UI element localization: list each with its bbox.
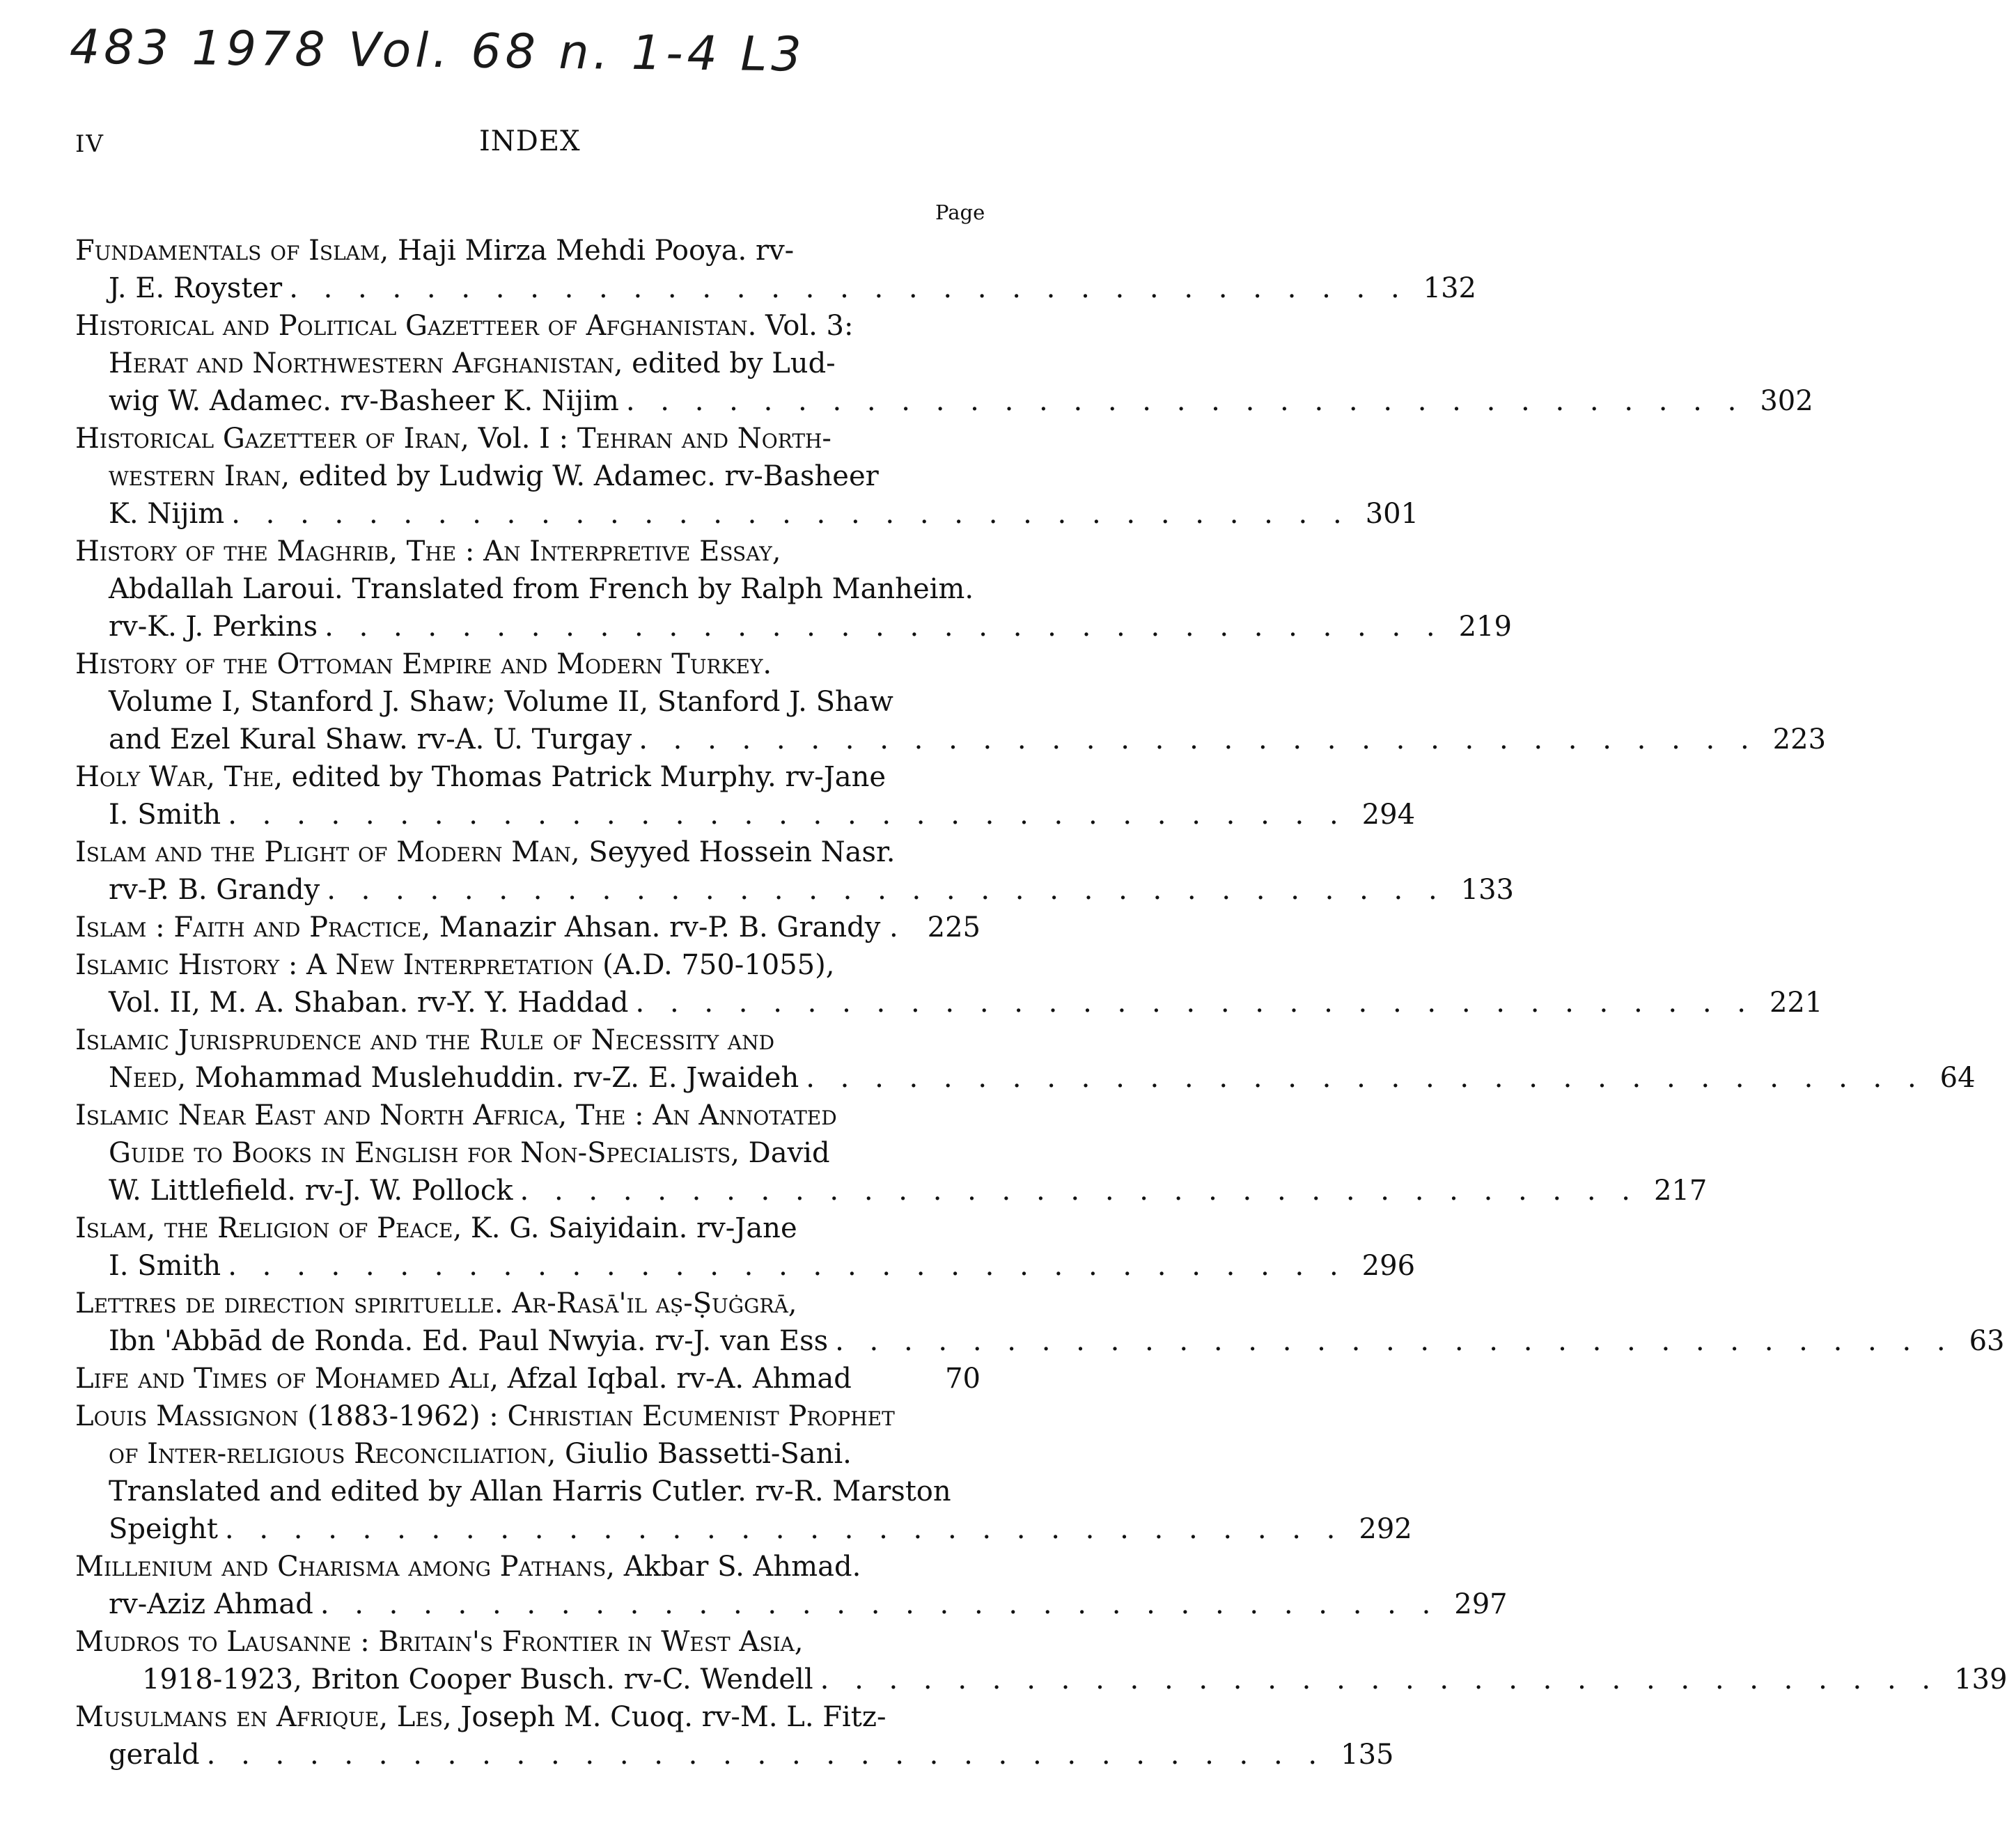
page-number: IV [75,130,104,158]
entry-text: Life and Times of Mohamed Ali, Afzal Iqbal. rv-A. Ahmad [75,1363,852,1395]
page-reference: 297 [1454,1588,1508,1620]
entry-text: Ibn 'Abbād de Ronda. Ed. Paul Nwyia. rv-J. van Ess [109,1325,829,1357]
entry-line: Historical Gazetteer of Iran, Vol. I : Tehran and North- [75,423,831,455]
entry-text: Vol. II, M. A. Shaban. rv-Y. Y. Haddad [109,987,629,1019]
entry-text: I. Smith [109,1250,221,1282]
entry-line: Abdallah Laroui. Translated from French by Ralph Manheim. [109,573,974,605]
index-entry [75,1548,1508,1623]
entry-line: Islam, the Religion of Peace, K. G. Saiyidain. rv-Jane [75,1212,797,1244]
entry-line: Musulmans en Afrique, Les, Joseph M. Cuoq. rv-M. L. Fitz- [75,1701,887,1733]
entry-title: Islamic Jurisprudence and the Rule of Necessity and [75,1024,775,1056]
entry-line: Islamic History : A New Interpretation (A.D. 750-1055), [75,949,835,981]
entry-title: Islam : Faith and Practice, [75,911,431,943]
page-reference: 63 [1969,1325,2005,1357]
page-reference: 221 [1769,987,1823,1019]
entry-line [75,1097,981,1134]
page-reference: 132 [1423,272,1477,304]
entry-line [75,645,981,683]
entry-final-line [75,871,1515,909]
entry-final-line [75,1661,2007,1698]
entry-line [75,533,981,570]
entry-title: Herat and Northwestern Afghanistan, [109,347,623,379]
entry-line: Herat and Northwestern Afghanistan, edited by Lud- [109,347,836,379]
entry-title: Life and Times of Mohamed Ali, [75,1363,499,1395]
entry-line: Volume I, Stanford J. Shaw; Volume II, Stanford J. Shaw [109,686,893,718]
dot-leader: . . . . . . . . . . . . . . . . . . . . . . . . . . . . . . . . . [639,723,1758,755]
page-reference: 133 [1460,874,1515,906]
entry-title: History of the Maghrib, The : An Interpretive Essay, [75,535,781,567]
entry-line: Holy War, The, edited by Thomas Patrick Murphy. rv-Jane [75,761,887,793]
page-reference: 225 [927,911,981,943]
entry-title: western Iran, [109,460,290,492]
entry-final-line [75,1736,1394,1773]
entry-text: I. Smith [109,799,221,831]
dot-leader: . . . . . . . . . . . . . . . . . . . . . . . . . . . . . . . . . [327,874,1446,906]
entry-title: Historical Gazetteer of Iran, [75,423,469,455]
page-reference: 292 [1359,1513,1412,1545]
entry-title-part: Need, [109,1062,187,1094]
entry-text: Need, Mohammad Muslehuddin. rv-Z. E. Jwaideh [109,1062,799,1094]
index-entry [75,833,1515,909]
index-entry [75,1698,1394,1773]
page-reference: 64 [1939,1062,1976,1094]
entry-title: Musulmans en Afrique, Les, [75,1701,452,1733]
entry-text: K. Nijim [109,498,225,530]
entry-title: Christian Ecumenist Prophet [507,1400,895,1432]
entry-line: Fundamentals of Islam, Haji Mirza Mehdi Pooya. rv- [75,235,795,267]
entry-title: Islam and the Plight of Modern Man, [75,836,580,868]
index-entries [75,232,2007,1773]
entry-final-line [75,495,1419,533]
entry-line: Translated and edited by Allan Harris Cutler. rv-R. Marston [109,1475,951,1508]
index-entry [75,420,1419,533]
page-reference: 135 [1341,1739,1394,1771]
index-entry [75,307,1813,420]
entry-title: History of the Ottoman Empire and Modern Turkey. [75,648,772,680]
entry-line [75,1285,981,1322]
entry-title: Holy War, The, [75,761,283,793]
page-reference: 296 [1361,1250,1416,1282]
entry-text: and Ezel Kural Shaw. rv-A. U. Turgay [109,723,632,755]
entry-title: Fundamentals of Islam, [75,235,389,267]
entry-line [75,1021,981,1059]
entry-title: Louis Massignon [75,1400,299,1432]
index-entry [75,1397,1412,1548]
entry-text: J. E. Royster [109,272,283,304]
entry-text: rv-Aziz Ahmad [109,1588,313,1620]
entry-title: of Inter-religious Reconciliation, [109,1438,556,1470]
entry-final-line [75,1247,1416,1285]
running-title: INDEX [479,125,581,157]
dot-leader: . . . . . . . . . . . . . . . . . . . . . . . . . . . . . . . . . [231,498,1350,530]
entry-line: western Iran, edited by Ludwig W. Adamec. rv-Basheer [109,460,879,492]
entry-title: Lettres de direction spirituelle. Ar-Rasā'il aṣ-Ṣuġgrā, [75,1287,797,1320]
dot-leader: . . . . . . . . . . . . . . . . . . . . . . . . . . . . . . . . . [228,1250,1347,1282]
dot-leader: . . . . . . . . . . . . . . . . . . . . . . . . . . . . . . . . . [206,1739,1326,1771]
page-column-heading: Page [935,201,985,224]
entry-text: rv-K. J. Perkins [109,611,318,643]
page-reference: 301 [1365,498,1419,530]
index-entry [75,758,1416,833]
index-entry [75,1285,2005,1360]
index-entry [75,1209,1416,1285]
entry-text: gerald [109,1739,200,1771]
entry-title: Tehran and North- [577,423,831,455]
dot-leader: . . . . . . . . . . . . . . . . . . . . . . . . . . . . . . . . . [835,1325,1954,1357]
entry-title: Islamic Near East and North Africa, The : An Annotated [75,1099,837,1131]
entry-line: Louis Massignon (1883-1962) : Christian Ecumenist Prophet [75,1400,895,1432]
entry-line: Guide to Books in English for Non-Specialists, David [109,1137,830,1169]
entry-text: 1918-1923, Briton Cooper Busch. rv-C. Wendell [142,1663,813,1696]
index-entry [75,533,1512,645]
entry-title: Historical and Political Gazetteer of Afghanistan. [75,310,757,342]
entry-final-line [75,721,1827,758]
entry-final-line [75,382,1813,420]
entry-text: Islam : Faith and Practice, Manazir Ahsan. rv-P. B. Grandy . [75,911,898,943]
page-reference: 294 [1361,799,1416,831]
entry-final-line [75,1059,1976,1097]
entry-line: Millenium and Charisma among Pathans, Akbar S. Ahmad. [75,1551,861,1583]
dot-leader: . . . . . . . . . . . . . . . . . . . . . . . . . . . . . . . . . [228,799,1347,831]
entry-line: Islam and the Plight of Modern Man, Seyyed Hossein Nasr. [75,836,896,868]
handwritten-call-number: 483 1978 Vol. 68 n. 1-4 L3 [69,19,806,83]
entry-final-line [75,984,1823,1021]
entry-text: rv-P. B. Grandy [109,874,320,906]
entry-final-line [75,1322,2005,1360]
index-entry [75,1623,2007,1698]
entry-single-line [75,1360,981,1397]
entry-final-line [75,796,1416,833]
dot-leader: . . . . . . . . . . . . . . . . . . . . . . . . . . . . . . . . . [520,1175,1639,1207]
entry-title: Mudros to Lausanne : Britain's Frontier in West Asia, [75,1626,804,1658]
page-reference: 302 [1760,385,1813,417]
index-entry [75,232,1477,307]
page-reference: 219 [1458,611,1512,643]
dot-leader: . . . . . . . . . . . . . . . . . . . . . . . . . . . . . . . . . [320,1588,1439,1620]
entry-title: Islam, the Religion of Peace, [75,1212,462,1244]
index-entry [75,946,1823,1021]
entry-final-line [75,1585,1508,1623]
index-entry [75,909,981,946]
index-entry [75,645,1827,758]
entry-final-line [75,1172,1708,1209]
entry-title: Islamic History : A New Interpretation [75,949,594,981]
entry-text: W. Littlefield. rv-J. W. Pollock [109,1175,513,1207]
entry-final-line [75,1510,1412,1548]
dot-leader: . . . . . . . . . . . . . . . . . . . . . . . . . . . . . . . . . [325,611,1444,643]
dot-leader: . . . . . . . . . . . . . . . . . . . . . . . . . . . . . . . . . [806,1062,1925,1094]
entry-line: of Inter-religious Reconciliation, Giulio Bassetti-Sani. [109,1438,852,1470]
entry-text: wig W. Adamec. rv-Basheer K. Nijim [109,385,619,417]
entry-final-line [75,269,1477,307]
index-entry [75,1360,981,1397]
page-reference: 217 [1654,1175,1708,1207]
page-reference: 139 [1954,1663,2007,1696]
page-reference: 70 [945,1363,981,1395]
entry-line [75,1623,981,1661]
dot-leader: . . . . . . . . . . . . . . . . . . . . . . . . . . . . . . . . . [224,1513,1344,1545]
dot-leader: . . . . . . . . . . . . . . . . . . . . . . . . . . . . . . . . . [625,385,1745,417]
entry-line: Historical and Political Gazetteer of Afghanistan. Vol. 3: [75,310,854,342]
entry-text: Speight [109,1513,218,1545]
entry-title: Guide to Books in English for Non-Specialists, [109,1137,740,1169]
entry-final-line [75,608,1512,645]
dot-leader: . . . . . . . . . . . . . . . . . . . . . . . . . . . . . . . . . [820,1663,1939,1696]
entry-title: Millenium and Charisma among Pathans, [75,1551,615,1583]
dot-leader: . . . . . . . . . . . . . . . . . . . . . . . . . . . . . . . . . [635,987,1754,1019]
page-reference: 223 [1772,723,1827,755]
dot-leader: . . . . . . . . . . . . . . . . . . . . . . . . . . . . . . . . . [289,272,1408,304]
index-entry [75,1021,1976,1097]
entry-single-line [75,909,981,946]
index-entry [75,1097,1708,1209]
